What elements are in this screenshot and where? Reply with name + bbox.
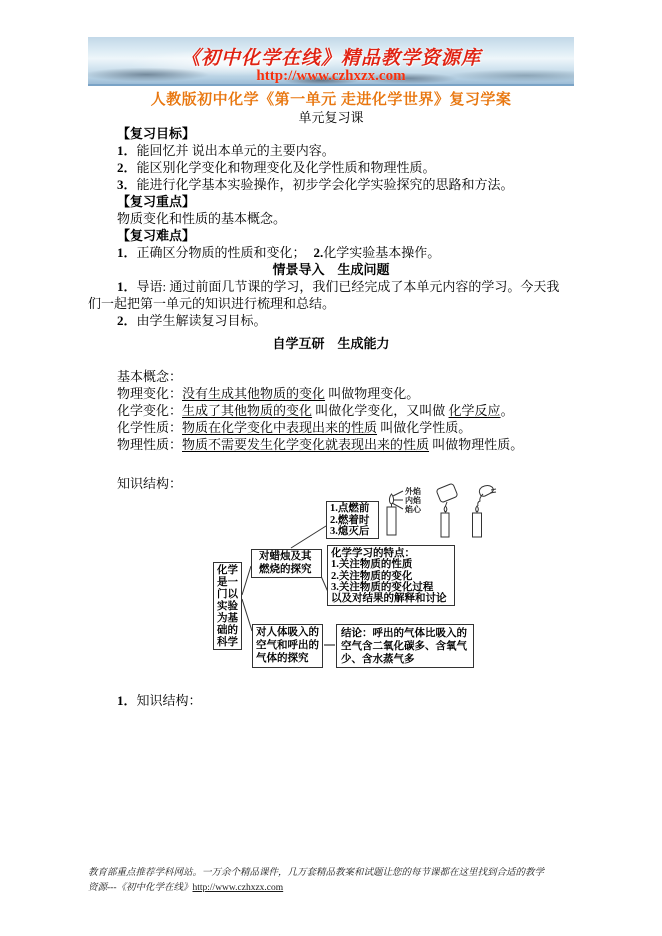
concept-label: 物理性质： <box>117 437 183 452</box>
goal-num: 1． <box>117 143 137 158</box>
difficulty-num: 1． <box>117 245 137 260</box>
goal-item-3 <box>88 176 574 193</box>
feature-line: 1.关注物质的性质 <box>331 559 413 571</box>
goal-item-2 <box>88 159 574 176</box>
key-points-heading: 【复习重点】 <box>117 194 196 209</box>
intro-paragraph-1-wrap: 们一起把第一单元的知识进行梳理和总结。 <box>88 296 336 311</box>
difficulty-text: 化学实验基本操作。 <box>323 245 441 260</box>
goal-num: 2． <box>117 160 137 175</box>
difficulties-heading: 【复习难点】 <box>117 228 196 243</box>
concept-blank-2: 化学反应 <box>448 403 501 418</box>
footer-line-1: 教育部重点推荐学科网站。一万余个精品课件，几万套精品教案和试题让您的每节课都在这里找到合适的教学 <box>88 868 545 878</box>
lighting-hand-illustration <box>473 486 497 538</box>
learning-features-box <box>327 545 455 606</box>
goal-num: 3． <box>117 177 137 192</box>
concept-blank: 生成了其他物质的变化 <box>182 403 313 418</box>
doc-title: 人教版初中化学《第一单元 走进化学世界》复习学案 <box>150 92 512 108</box>
paragraph-text: 知识结构： <box>136 693 202 708</box>
goal-text: 能回忆并 说出本单元的主要内容。 <box>136 143 335 158</box>
stage-line: 3.熄灭后 <box>330 526 370 537</box>
site-banner-image <box>88 37 574 86</box>
flame-label-core: 焰心 <box>405 505 421 514</box>
concept-item-3 <box>88 419 574 436</box>
concept-item-4 <box>88 436 574 453</box>
selfstudy-heading: 自学互研 生成能力 <box>272 336 390 351</box>
footer-text <box>88 866 574 896</box>
pouring-cup-illustration <box>436 483 458 537</box>
stage-line: 1.点燃前 <box>330 503 370 514</box>
concept-blank: 没有生成其他物质的变化 <box>182 386 326 401</box>
concept-after: 叫做物理性质。 <box>429 437 524 452</box>
concept-label: 化学变化： <box>117 403 183 418</box>
concept-after: 叫做物理变化。 <box>325 386 420 401</box>
candle-stages-box <box>326 501 379 539</box>
branch-candle-box: 对蜡烛及其燃烧的探究 <box>251 549 322 578</box>
feature-line: 2.关注物质的变化 <box>331 570 413 582</box>
knowledge-structure-diagram <box>190 481 550 681</box>
footer-url-link[interactable]: http://www.czhxzx.com <box>192 883 284 893</box>
difficulties-items <box>88 244 574 261</box>
knowledge-structure-label: 知识结构： <box>117 476 183 491</box>
intro-paragraph-2 <box>88 312 574 329</box>
goal-item-1 <box>88 142 574 159</box>
concept-after: 叫做化学性质。 <box>377 420 472 435</box>
feature-line: 化学学习的特点： <box>331 548 415 559</box>
doc-subtitle: 单元复习课 <box>298 110 364 125</box>
site-title: 《初中化学在线》精品教学资源库 <box>180 48 481 69</box>
concepts-heading: 基本概念： <box>117 369 183 384</box>
flame-label-inner: 内焰 <box>405 496 421 505</box>
feature-line: 以及对结果的解释和讨论 <box>331 593 447 605</box>
paragraph-num: 2． <box>117 313 137 328</box>
goal-text: 能进行化学基本实验操作，初步学会化学实验探究的思路和方法。 <box>136 177 514 192</box>
concept-label: 化学性质： <box>117 420 183 435</box>
intro-heading: 情景导入 生成问题 <box>272 262 390 277</box>
candle-flame-illustration <box>387 491 403 535</box>
intro-paragraph-1 <box>88 278 574 295</box>
goal-text: 能区别化学变化和物理变化及化学性质和物理性质。 <box>136 160 436 175</box>
concept-after-2: 。 <box>500 403 514 418</box>
concept-blank: 物质在化学变化中表现出来的性质 <box>182 420 378 435</box>
diagram-root-box: 化学是一门以实验为基础的科学 <box>213 562 242 650</box>
candle-illustrations <box>378 483 500 541</box>
goals-heading: 【复习目标】 <box>117 126 196 141</box>
paragraph-text: 由学生解读复习目标。 <box>136 313 267 328</box>
stage-line: 2.燃着时 <box>330 514 370 526</box>
paragraph-num: 1． <box>117 693 137 708</box>
footer-line-2-prefix: 资源---《初中化学在线》 <box>88 883 193 893</box>
branch-breath-box: 对人体吸入的空气和呼出的气体的探究 <box>252 624 323 668</box>
difficulty-num: 2. <box>313 245 324 260</box>
concept-item-2 <box>88 402 574 419</box>
concept-blank: 物质不需要发生化学变化就表现出来的性质 <box>182 437 430 452</box>
concept-after: 叫做化学变化，又叫做 <box>312 403 449 418</box>
footer-line-2 <box>88 881 574 896</box>
flame-label-outer: 外焰 <box>405 487 421 496</box>
paragraph-num: 1． <box>117 279 137 294</box>
conclusion-box: 结论：呼出的气体比吸入的空气含二氧化碳多、含氧气少、含水蒸气多 <box>336 624 474 668</box>
concept-label: 物理变化： <box>117 386 183 401</box>
key-points-text: 物质变化和性质的基本概念。 <box>117 211 287 226</box>
site-url-link[interactable]: http://www.czhxzx.com <box>256 68 406 84</box>
difficulty-text: 正确区分物质的性质和变化； <box>136 245 306 260</box>
paragraph-text: 导语: 通过前面几节课的学习，我们已经完成了本单元内容的学习。今天我 <box>136 279 560 294</box>
concept-item-1 <box>88 385 574 402</box>
after-diagram-label <box>88 692 574 709</box>
feature-line: 3.关注物质的变化过程 <box>331 581 434 593</box>
